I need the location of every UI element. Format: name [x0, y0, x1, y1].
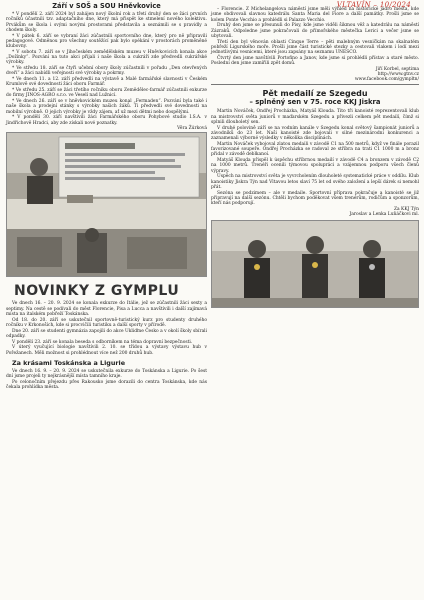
signature-web: http://www.gtnv.cz [377, 71, 419, 77]
paragraph: V druhé polovině září se na vodním kanále v Szegedu konal světový šampionát juniorů a závodníků do 23 let. Naši kanoisté zde bojovali v silné mezinárodní konkurenci a zaznamenali výborné výsledky v několika disciplínách. [211, 125, 419, 142]
paragraph: V úterý vyučující biologie navštívili 2. 10. se třídou a výstavy výstavu hub v Pořežanech. Měli možnost si prohlédnout více než 200 druhů hub. [6, 345, 207, 356]
paragraph: V pondělí 23. září se konala beseda s odborníkem na téma dopravní bezpečnosti. [12, 339, 193, 345]
headline-szeged: Pět medailí ze Szegedu [262, 89, 368, 99]
paragraph: Třetí den byl věnován oblasti Cinque Terre – pěti malebným vesničkám na skalnatém pobřeží Ligurského moře. Prošli jsme část turistické stezky a cestovali vlakem i lodí mezi jednotlivými vesnicemi, které jsou zapsány na seznamu UNESCO. [211, 39, 419, 55]
article-gympl-body [6, 301, 207, 356]
paragraph: Martin Nováček vybojoval zlatou medaili v závodě C1 na 500 metrů, když ve finále porazil favorizované soupeře. Ondřej Procházka se radoval ze stříbra na trati C1 1000 m a bronz přidal v závodě deblkanoí. [211, 141, 419, 158]
paragraph: Sezóna se podzimem – ale v medaile. Sportovní příprava pokračuje a kanoisté se již připravují na další sezónu. Chtěli bychom poděkovat všem trenérům, rodičům a sponzorům, kteří nás podporují. [211, 190, 419, 207]
paragraph: Druhý den jsme se přesunuli do Pisy, kde jsme viděli šikmou věž a katedrálu na náměstí Zázraků. Odpoledne jsme pokračovali do přímořského městečka Lerici a večer jsme se ubytovali. [211, 23, 419, 39]
paragraph: Ve dnech 16. 9. – 20. 9. 2024 se uskutečnila exkurze do Toskánska a Ligurie. Po šest dní jsme projeli ty nejkrásnější místa tamního kraje. [6, 368, 207, 380]
paragraph: * V pátek 6. září se vybraní žáci zúčastnili sportovního dne, který pro ně připravili pedagogové. Odměnou pro všechny soutěžící pak bylo opékání v prostorách proměněné klubovny. [6, 33, 207, 49]
article-szeged-body [211, 109, 419, 206]
signature-kkj: Za KKJ Týn [393, 206, 419, 212]
handwritten-note: VLTAVÍN – 10/2024 [336, 1, 411, 9]
left-column [6, 0, 207, 391]
paragraph: * V pondělí 30. září navštívili žáci Farmářského oboru Pohybové studio I.S.A. v Jindřichově Hradci, aby zde získali nové poznatky. [6, 115, 207, 126]
novinky-text: NOVINKY Z GYMPLU [14, 283, 180, 300]
paragraph: Po celonočním přejezdu přes Rakousko jsme dorazili do centra Toskánska, kde nás čekala prohlídka města. [6, 379, 207, 391]
right-column [211, 0, 419, 308]
paragraph: Matyáš Klouda přispěl k úspěchu stříbrnou medailí v závodě C4 a bronzem v závodě C2 na 1000 metrů. Trenéři ocenili týmovou spolupráci a vzájemnou podporu všech členů výpravy. [211, 158, 419, 174]
subheadline-szeged: – splněný sen v 75. roce KKJ Jiskra [249, 98, 381, 107]
paragraph: * Ve dnech 26. září se v hněvkovickém muzeu konal „Fermaden“. Pozvání byla také i naše škola a prodejní stánky s výrobky našich žáků. Ti předvedli své dovednosti na mobilní výrobně. O jejich výrobky je vždy zájem, ať už mezi dětmi nebo dospělými. [6, 99, 207, 115]
signature-korbel: Jiří Korbel, septima [375, 66, 419, 72]
signature-lunackovi: Jaroslav a Lenka Luňáčkovi ml. [349, 212, 419, 218]
divider [211, 84, 419, 85]
headline-hnevkovice: Září v SOŠ a SOU Hněvkovice [52, 2, 161, 10]
photo-medalists [211, 220, 419, 308]
paragraph: Ve dnech 16. – 20. 9. 2024 se konala exkurze do Itálie, jež se zúčastnili žáci sexty a septimy. Na cestě se podívali do měst Florencie, Pisa a Lucca a navštívili i další zajímavá místa na italském pobřeží Toskánska. [6, 301, 207, 317]
toskansko-title: Za krásami Toskánska a Ligurie [12, 358, 126, 367]
signature-fb: www.facebook.com/gympltn/ [354, 77, 419, 83]
novinky-heading [14, 283, 207, 299]
article-hnevkovice-body [6, 12, 207, 126]
paragraph: * Ve dnech 11. a 12. září předvedli na výstavě a Malé farmářské slavnosti v Českém Krumlově své dovednosti žáci oboru Farmář. [6, 77, 207, 88]
paragraph: Úspěch na mistrovství světa je vyvrcholením dlouholeté systematické práce v oddílu. Klub kanoistiky Jiskra Týn nad Vltavou letos slaví 75 let od svého založení a lepší dárek si nemohl přát. [211, 174, 419, 190]
paragraph: Dne 20. září se studenti gymnázia zapojili do akce Ukliďme Česko a v okolí školy sbírali odpadky. [6, 328, 207, 339]
signature-zurkova: Věra Žúrková [177, 126, 207, 132]
paragraph: * Ve středu 18. září se čtyři učební obory školy zúčastnili v pořadu „Den otevřených dveří“ a žáci nabídli veřejnosti své výrobky a pokrmy. [6, 66, 207, 77]
article-toskansko-body [6, 369, 207, 391]
photo-school-event [6, 132, 207, 277]
article-italy-continued [211, 7, 419, 66]
paragraph: * V sobotu 7. září se v Jihočeském zemědělském muzeu v Hněvkovicích konala akce „Dožínky“. Pozvání na tuto akci přijali i naše škola a cukráři zde předvedli cukrářské výrobky. [6, 49, 207, 66]
paragraph: * V pondělí 2. září 2024 byl zahájen nový školní rok a třetí druhý den se žáci prvních ročníků účastnili tzv. adaptačního dne, který má přispět ke stmelení nového kolektivu. Prvákům se škola i svými novými prostorami představila a seznámili se s pravidly a chodem školy. [6, 12, 207, 33]
paragraph: Martin Nováček, Ondřej Procházka, Matyáš Klouda. Tito tři kanoisté reprezentovali klub na mistrovství světa juniorů v maďarském Szegedu a přivezli celkem pět medailí, čímž si splnili dlouholetý sen. [211, 109, 419, 125]
paragraph: Od 18. do 20. září se uskutečnil sportovně-turistický kurz pro studenty druhého ročníku v Krkonoších, kde si procvičili turistiku a další sporty v přírodě. [6, 317, 207, 328]
paragraph: Čtvrtý den jsme navštívili Portofino a Janov, kde jsme si prohlédli přístav a staré město. Poslední den jsme zamířili zpět domů. [211, 55, 419, 66]
paragraph: – Florencie. Z Michelangelova náměstí jsme měli výhled na historické jádro města, kde jsme obdivovali slavnou katedrálu Santa Maria del Fiore a další památky. Prošli jsme se kolem Ponte Vecchio a prohlédli si Palazzo Vecchio. [211, 7, 419, 23]
paragraph: * Ve středu 25. září se žáci třetího ročníku oboru Zemědělec-farmář zúčastnili exkurze do firmy JINOS-AGRO s.r.o. ve Veselí nad Lužnicí. [6, 88, 207, 99]
